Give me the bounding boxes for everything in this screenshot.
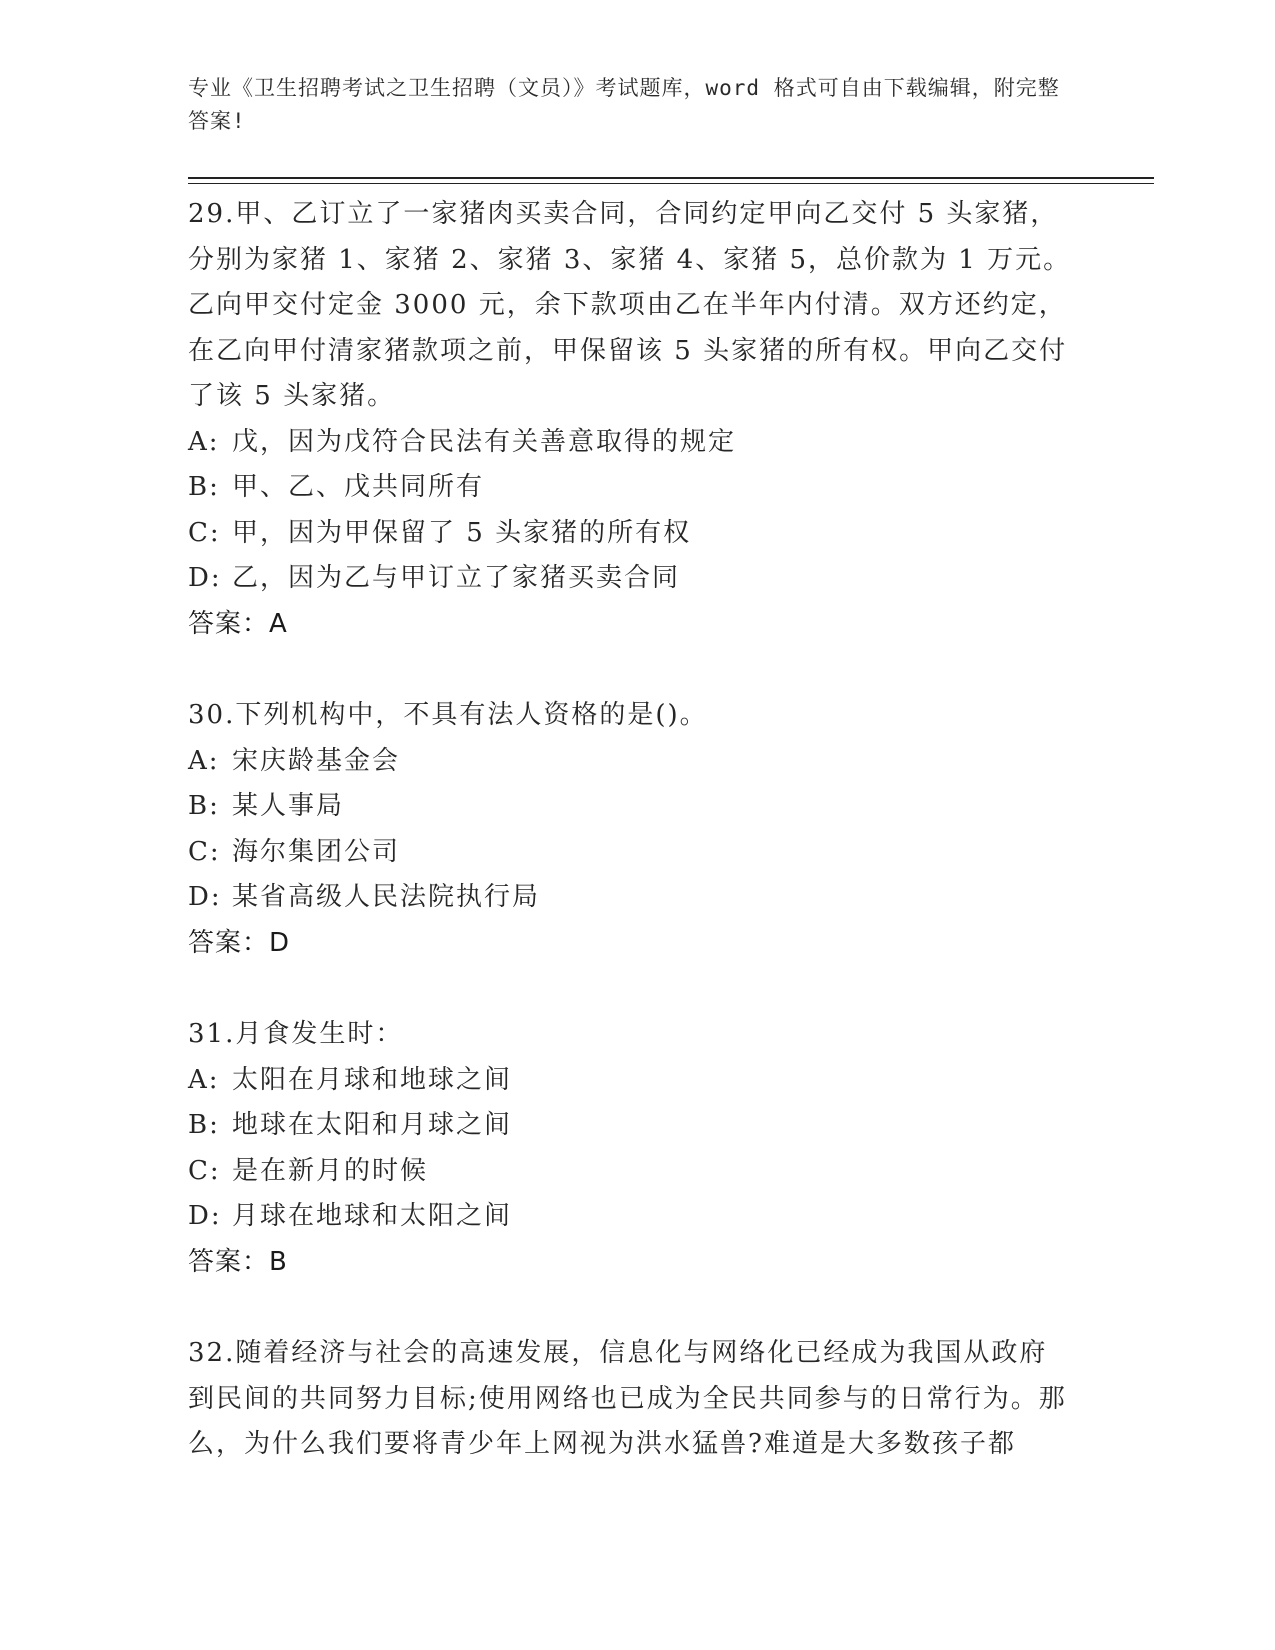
option-text: 太阳在月球和地球之间 [232, 1064, 513, 1095]
option-c [188, 830, 1088, 876]
option-a [188, 739, 1088, 785]
option-b [188, 784, 1088, 830]
question-30 [188, 693, 1088, 966]
question-31 [188, 1012, 1088, 1285]
question-stem: 31.月食发生时： [188, 1019, 404, 1049]
option-d [188, 556, 1088, 602]
option-letter: C: [188, 1155, 221, 1186]
option-a [188, 1058, 1088, 1104]
option-letter: C: [188, 836, 221, 867]
option-b [188, 1103, 1088, 1149]
question-32 [188, 1331, 1088, 1468]
option-text: 是在新月的时候 [232, 1155, 429, 1186]
option-letter: D: [188, 1201, 222, 1231]
option-d [188, 875, 1088, 921]
option-letter: B: [188, 1110, 220, 1140]
question-list [188, 192, 1088, 1514]
option-a [188, 420, 1088, 466]
answer-line: 答案：B [188, 1246, 288, 1277]
question-stem: 29.甲、乙订立了一家猪肉买卖合同，合同约定甲向乙交付 5 头家猪，分别为家猪 1、家猪 2、家猪 3、家猪 4、家猪 5，总价款为 1 万元。乙向甲交付定金 3000 元，余下款项由乙在半年内付清。双方还约定，在乙向甲付清家猪款项之前，甲保留该 5 头家猪的所有权。甲向乙交付了该 5 头家猪。 [188, 199, 1072, 411]
question-29 [188, 192, 1088, 647]
option-letter: A: [188, 1064, 220, 1095]
option-text: 地球在太阳和月球之间 [232, 1110, 513, 1140]
header-divider-thin [188, 183, 1154, 184]
option-text: 甲、乙、戊共同所有 [232, 472, 485, 502]
option-letter: B: [188, 791, 220, 821]
header-divider [188, 177, 1154, 179]
header-note: 专业《卫生招聘考试之卫生招聘（文员）》考试题库，word 格式可自由下载编辑，附完整答案! [188, 76, 1060, 133]
option-c [188, 511, 1088, 557]
option-text: 海尔集团公司 [232, 836, 401, 867]
option-d [188, 1194, 1088, 1240]
option-text: 某人事局 [232, 791, 345, 821]
option-letter: D: [188, 563, 222, 593]
option-letter: B: [188, 472, 220, 502]
option-letter: A: [188, 745, 220, 776]
option-letter: C: [188, 517, 221, 548]
option-text: 某省高级人民法院执行局 [232, 882, 541, 912]
answer-line: 答案：A [188, 608, 288, 639]
question-stem: 30.下列机构中，不具有法人资格的是()。 [188, 700, 708, 730]
answer-line: 答案：D [188, 927, 291, 958]
option-text: 宋庆龄基金会 [232, 745, 401, 776]
option-c [188, 1149, 1088, 1195]
question-stem: 32.随着经济与社会的高速发展，信息化与网络化已经成为我国从政府到民间的共同努力目标;使用网络也已成为全民共同参与的日常行为。那么，为什么我们要将青少年上网视为洪水猛兽?难道是大多数孩子都 [188, 1338, 1067, 1459]
option-text: 戊，因为戊符合民法有关善意取得的规定 [232, 426, 737, 457]
option-letter: D: [188, 882, 222, 912]
option-text: 月球在地球和太阳之间 [232, 1201, 513, 1231]
option-b [188, 465, 1088, 511]
option-text: 乙，因为乙与甲订立了家猪买卖合同 [232, 563, 681, 593]
option-text: 甲，因为甲保留了 5 头家猪的所有权 [232, 517, 692, 548]
option-letter: A: [188, 426, 220, 457]
